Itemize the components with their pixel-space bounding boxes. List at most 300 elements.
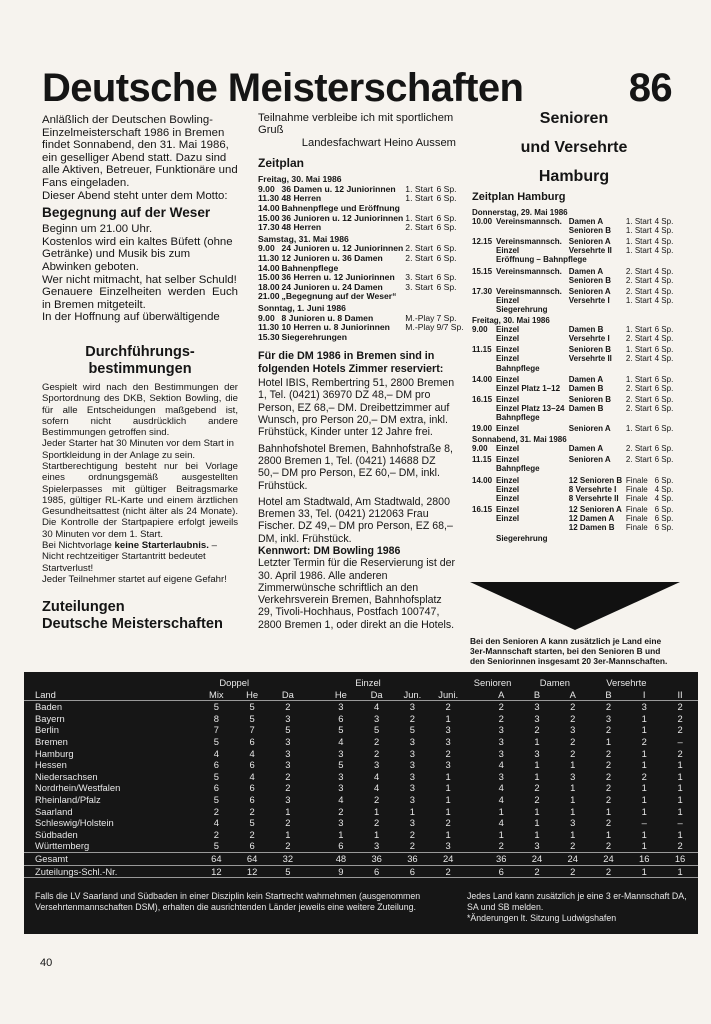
hamburg-event: Einzel xyxy=(496,424,520,434)
hamburg-start xyxy=(626,464,655,473)
table-cell: 5 xyxy=(249,701,255,713)
table-cell: 2 xyxy=(395,840,431,852)
table-cell: 5 xyxy=(198,840,234,852)
table-cell: 3 xyxy=(641,701,647,713)
hamburg-day-label: Donnerstag, 29. Mai 1986 xyxy=(472,208,568,217)
column-spacer xyxy=(306,701,323,713)
table-cell: 2 xyxy=(591,840,627,852)
hamburg-time xyxy=(472,226,496,235)
hamburg-class: Damen A xyxy=(568,217,604,227)
table-cell: 3 xyxy=(570,724,576,736)
table-cell: 4 xyxy=(498,782,504,794)
hamburg-class: Senioren A xyxy=(568,455,611,465)
hamburg-start xyxy=(626,305,655,314)
table-cell: 2 xyxy=(641,735,647,747)
schedule-event: 10 Herren u. 8 Juniorinnen xyxy=(281,322,390,333)
schedule-start: 2. Start xyxy=(405,252,433,263)
hamburg-games xyxy=(655,364,676,373)
schedule-day-label: Sonntag, 1. Juni 1986 xyxy=(258,302,346,313)
kennwort: Kennwort: DM Bowling 1986 xyxy=(258,544,401,557)
table-footnote-right xyxy=(467,891,687,923)
group-einzel: Einzel xyxy=(355,677,381,688)
group-doppel: Doppel xyxy=(219,677,250,688)
table-cell: 1 xyxy=(338,828,344,840)
table-cell: 1 xyxy=(570,828,576,840)
table-cell: 5 xyxy=(249,817,255,829)
column-spacer xyxy=(306,865,323,878)
table-cell: 1 xyxy=(570,759,576,771)
hamburg-event: Einzel xyxy=(496,444,520,454)
column-header: He xyxy=(234,689,270,701)
intro-line-2: Kostenlos wird ein kaltes Büfett (ohne Getränke) und Musik bis zum Abwinken geboten. xyxy=(42,235,233,273)
hamburg-schedule-row xyxy=(472,413,676,422)
schedule-time: 17.30 xyxy=(258,222,280,233)
hamburg-class: Senioren B xyxy=(568,394,611,404)
schedule-start: M.-Play xyxy=(405,322,435,333)
senioren-heading: Senioren xyxy=(539,110,609,127)
table-cell: 1 xyxy=(534,735,540,747)
column-spacer xyxy=(306,852,323,865)
hamburg-class: Versehrte II xyxy=(568,354,612,364)
hamburg-games xyxy=(655,413,676,422)
hamburg-start xyxy=(626,255,655,264)
table-cell: 2 xyxy=(409,712,416,724)
schedule-start: M.-Play xyxy=(405,312,435,323)
schedule-event: 36 Damen u. 12 Juniorinnen xyxy=(281,183,396,194)
table-cell: 2 xyxy=(498,701,504,713)
hamburg-time xyxy=(472,413,496,422)
table-cell: 1 xyxy=(445,828,451,840)
table-cell: 6 xyxy=(323,840,359,852)
hamburg-time: 14.00 xyxy=(472,475,493,485)
hamburg-time xyxy=(472,404,496,413)
table-cell: 1 xyxy=(498,805,504,817)
table-cell: 1 xyxy=(409,805,416,817)
table-cell: 5 xyxy=(285,724,291,736)
schedule-row xyxy=(258,333,466,343)
hamburg-time: 17.30 xyxy=(472,286,493,296)
hamburg-time xyxy=(472,523,496,532)
schedule-games: 6 Sp. xyxy=(436,252,457,263)
schedule-start xyxy=(405,292,436,302)
hamburg-time xyxy=(472,464,496,473)
column-header: A xyxy=(555,689,591,701)
table-cell: 5 xyxy=(270,865,306,878)
column-spacer xyxy=(466,865,483,878)
hamburg-games: 6 Sp. xyxy=(654,523,674,532)
hamburg-heading: Hamburg xyxy=(538,168,610,185)
hamburg-event: Vereinsmannsch. xyxy=(496,217,562,227)
hamburg-start: Finale xyxy=(625,493,648,503)
table-cell: 12 xyxy=(234,865,270,878)
table-cell: 2 xyxy=(409,828,416,840)
column-spacer xyxy=(466,701,483,713)
hamburg-time xyxy=(472,305,496,314)
hamburg-schedule-row xyxy=(472,444,676,453)
schedule-start xyxy=(405,333,436,343)
table-cell: 3 xyxy=(409,701,416,713)
table-cell: 6 xyxy=(234,840,270,852)
table-cell: 3 xyxy=(498,770,504,782)
table-cell: 1 xyxy=(534,817,540,829)
schedule-games: 6 Sp. xyxy=(436,243,457,254)
table-cell: 3 xyxy=(338,770,344,782)
hamburg-class: 12 Damen B xyxy=(568,523,615,532)
table-cell: 2 xyxy=(338,805,344,817)
table-cell: 1 xyxy=(445,805,451,817)
table-cell: 2 xyxy=(213,805,219,817)
table-row xyxy=(24,724,698,736)
schedule-games: 6 Sp. xyxy=(436,222,457,233)
table-cell: 6 xyxy=(249,793,255,805)
schedule-time: 14.00 xyxy=(258,203,280,213)
table-cell: 1 xyxy=(605,735,612,747)
schedule-start: 2. Start xyxy=(405,222,433,233)
land-name: Südbaden xyxy=(35,828,78,840)
zeitplan-hamburg-heading: Zeitplan Hamburg xyxy=(472,191,566,203)
table-cell: 1 xyxy=(641,782,647,794)
zeitplan-heading: Zeitplan xyxy=(258,156,305,171)
table-cell: 1 xyxy=(445,712,451,724)
table-cell: 6 xyxy=(249,735,255,747)
table-cell: 4 xyxy=(338,793,344,805)
intro-line-5: In der Hoffnung auf überwältigende xyxy=(42,311,220,324)
hamburg-event: Einzel xyxy=(496,325,520,335)
table-row xyxy=(24,771,698,783)
table-row-schluessel xyxy=(24,865,698,878)
hamburg-schedule-row xyxy=(472,354,676,363)
table-cell: 3 xyxy=(498,724,504,736)
table-cell: 36 xyxy=(483,852,519,865)
table-cell: 1 xyxy=(374,828,380,840)
hamburg-event: Bahnpflege xyxy=(496,363,540,373)
table-cell: 2 xyxy=(677,747,683,759)
table-cell: 1 xyxy=(641,805,647,817)
table-cell: 2 xyxy=(605,817,612,829)
column-spacer xyxy=(466,852,483,865)
table-cell: 2 xyxy=(605,747,612,759)
hamburg-games: 4 Sp. xyxy=(654,275,674,285)
group-senioren: Senioren xyxy=(473,677,512,688)
hamburg-schedule-row xyxy=(472,384,676,393)
hamburg-event: Einzel xyxy=(496,493,520,503)
hamburg-schedule-day xyxy=(472,314,676,325)
table-cell: 3 xyxy=(338,817,344,829)
motto-heading: Begegnung auf der Weser xyxy=(42,205,211,221)
hamburg-event: Einzel xyxy=(496,484,520,494)
hamburg-schedule-row xyxy=(472,226,676,235)
table-footnote-left: Falls die LV Saarland und Südbaden in einer Disziplin kein Startrecht wahrnehmen (ausgenommen Versehrtenmannschaften DSM), erhalten die ausrichtenden Länder jeweils eine weitere Zuteilung. xyxy=(35,891,421,912)
table-cell: 6 xyxy=(395,865,431,878)
middle-column xyxy=(258,112,464,631)
table-cell: 3 xyxy=(409,782,416,794)
hotels-heading: Für die DM 1986 in Bremen sind in folgenden Hotels Zimmer reserviert: xyxy=(258,350,444,375)
hamburg-class: 12 Damen A xyxy=(568,513,615,523)
table-cell: 2 xyxy=(285,817,291,829)
group-damen: Damen xyxy=(539,677,570,688)
column-spacer xyxy=(466,829,483,841)
column-spacer xyxy=(466,748,483,760)
hamburg-start: 1. Start xyxy=(625,325,652,335)
hamburg-event: Einzel xyxy=(496,354,520,364)
table-cell: 1 xyxy=(677,805,683,817)
hamburg-games: 6 Sp. xyxy=(654,325,674,335)
hamburg-games: 4 Sp. xyxy=(654,295,674,305)
durchfuehrung-p1: Gespielt wird nach den Bestimmungen der Sportordnung des DKB, Sektion Bowling, die für alle Entscheidungen maßgebend ist, sofern nicht ausdrücklich andere Bestimmungen getroffen sind. xyxy=(42,381,238,439)
table-row-gesamt xyxy=(24,852,698,865)
intro-line-1: Beginn um 21.00 Uhr. xyxy=(42,223,153,236)
schedule-event: 36 Herren u. 12 Juniorinnen xyxy=(281,272,395,283)
column-header: Da xyxy=(270,689,306,701)
column-spacer xyxy=(466,782,483,794)
table-cell: 3 xyxy=(605,712,612,724)
table-cell: 6 xyxy=(359,865,395,878)
hamburg-schedule-row xyxy=(472,373,676,384)
table-cell: 2 xyxy=(570,747,576,759)
hamburg-event xyxy=(496,226,569,235)
hamburg-class: 12 Senioren A xyxy=(568,504,622,514)
table-cell: 1 xyxy=(285,828,291,840)
hamburg-time: 10.00 xyxy=(472,217,493,227)
column-spacer xyxy=(306,748,323,760)
hamburg-games: 6 Sp. xyxy=(654,513,674,523)
column-spacer xyxy=(466,736,483,748)
table-cell: 2 xyxy=(213,828,219,840)
table-row xyxy=(24,817,698,829)
hamburg-time xyxy=(472,276,496,285)
table-cell: 3 xyxy=(285,747,291,759)
hamburg-day-label: Freitag, 30. Mai 1986 xyxy=(472,316,550,326)
table-cell: 2 xyxy=(677,712,683,724)
column-spacer xyxy=(466,840,483,852)
hamburg-schedule-day xyxy=(472,206,676,217)
hamburg-event: Einzel Platz 1–12 xyxy=(496,383,561,393)
left-column xyxy=(42,114,238,634)
table-cell: 5 xyxy=(409,724,416,736)
hamburg-schedule-row xyxy=(472,334,676,343)
column-spacer xyxy=(306,794,323,806)
hamburg-event: Einzel xyxy=(496,246,520,256)
hamburg-class: Damen B xyxy=(568,383,604,393)
table-cell: 5 xyxy=(213,770,219,782)
table-cell: 3 xyxy=(409,747,416,759)
durchfuehrung-body xyxy=(42,382,238,585)
hamburg-time: 12.15 xyxy=(472,237,493,247)
table-row xyxy=(24,806,698,818)
table-cell: 1 xyxy=(677,782,683,794)
table-cell: 1 xyxy=(285,805,291,817)
hamburg-time xyxy=(472,364,496,373)
schedule-row xyxy=(258,292,466,302)
table-cell: 3 xyxy=(498,735,504,747)
column-spacer xyxy=(466,771,483,783)
hamburg-class: Versehrte I xyxy=(568,295,610,305)
table-cell: 4 xyxy=(498,817,504,829)
schedule-event: 24 Junioren u. 24 Damen xyxy=(281,281,383,292)
table-cell: 6 xyxy=(213,782,219,794)
hamburg-schedule-row xyxy=(472,404,676,413)
hamburg-start: Finale xyxy=(625,504,648,514)
schedule-games: 6 Sp. xyxy=(436,183,457,194)
hamburg-time: 19.00 xyxy=(472,424,493,434)
column-header: Mix xyxy=(198,689,234,701)
table-cell: 2 xyxy=(445,701,451,713)
table-cell: 1 xyxy=(445,793,451,805)
hamburg-event: Siegerehrung xyxy=(496,304,548,314)
table-row xyxy=(24,840,698,852)
table-cell: 2 xyxy=(249,828,255,840)
table-cell: 2 xyxy=(249,805,255,817)
table-row xyxy=(24,829,698,841)
hamburg-games xyxy=(655,305,676,314)
hamburg-schedule-row xyxy=(472,343,676,354)
senioren-note: Bei den Senioren A kann zusätzlich je Land eine 3er-Mannschaft starten, bei den Senioren B und den Seniorinnen insgesamt 20 3er-Mannschaften. xyxy=(470,636,668,666)
durchfuehrung-p5: Jeder Teilnehmer startet auf eigene Gefahr! xyxy=(42,573,227,585)
table-cell: 1 xyxy=(641,793,647,805)
table-cell: 3 xyxy=(430,840,466,852)
table-cell: – xyxy=(677,735,683,747)
hamburg-games: 6 Sp. xyxy=(654,345,674,355)
hamburg-games: 4 Sp. xyxy=(654,237,674,247)
table-cell: 36 xyxy=(359,852,395,865)
land-name: Zuteilungs-Schl.-Nr. xyxy=(24,865,198,878)
schedule-row xyxy=(258,223,466,233)
table-cell: 3 xyxy=(445,735,451,747)
table-cell: 2 xyxy=(555,865,591,878)
hamburg-time xyxy=(472,296,496,305)
table-cell: 24 xyxy=(591,852,627,865)
hamburg-start: 1. Start xyxy=(625,345,652,355)
table-cell: 48 xyxy=(323,852,359,865)
hamburg-start: Finale xyxy=(625,523,648,532)
hamburg-event: Siegerehrung xyxy=(496,534,548,544)
table-cell: 2 xyxy=(605,724,612,736)
table-cell: 6 xyxy=(249,782,255,794)
table-cell: 1 xyxy=(534,770,540,782)
table-cell: 2 xyxy=(374,735,380,747)
hamburg-event: Einzel xyxy=(496,334,520,344)
hamburg-schedule-row xyxy=(472,364,676,373)
hamburg-class: Senioren B xyxy=(568,345,611,355)
hamburg-event: Einzel xyxy=(496,295,520,305)
schedule-games: 6 Sp. xyxy=(436,272,457,283)
table-cell: 1 xyxy=(534,828,540,840)
hamburg-schedule-row xyxy=(472,494,676,503)
column-spacer xyxy=(466,759,483,771)
hamburg-schedule-row xyxy=(472,514,676,523)
hamburg-class: 8 Versehrte II xyxy=(568,493,619,503)
table-cell: 2 xyxy=(605,701,612,713)
hamburg-start: 2. Start xyxy=(625,266,652,276)
hamburg-games: 6 Sp. xyxy=(654,394,674,404)
hamburg-event: Einzel xyxy=(496,513,520,523)
land-name: Gesamt xyxy=(24,852,198,865)
table-cell: 1 xyxy=(677,793,683,805)
table-row xyxy=(24,713,698,725)
schedule-start: 1. Start xyxy=(405,183,433,194)
table-cell: 9 xyxy=(323,865,359,878)
table-cell: 64 xyxy=(234,852,270,865)
schedule-time: 9.00 xyxy=(258,183,275,194)
table-cell: 3 xyxy=(409,770,416,782)
table-cell: 2 xyxy=(570,735,576,747)
table-cell: 64 xyxy=(198,852,234,865)
hamburg-start xyxy=(626,364,655,373)
hamburg-start: 1. Start xyxy=(625,217,652,227)
table-cell: 5 xyxy=(213,701,219,713)
allocation-table-panel xyxy=(24,672,698,934)
schedule-event: 36 Junioren u. 12 Juniorinnen xyxy=(281,212,404,223)
table-cell: 3 xyxy=(498,747,504,759)
schedule-time: 15.00 xyxy=(258,272,280,283)
signature: Landesfachwart Heino Aussem xyxy=(301,136,456,149)
hamburg-start: 1. Start xyxy=(625,226,652,236)
schedule-start: 3. Start xyxy=(405,272,433,283)
table-cell: 3 xyxy=(409,817,416,829)
schedule-games: 9/7 Sp. xyxy=(436,322,464,333)
hamburg-games xyxy=(655,255,676,264)
schedule-event: 8 Junioren u. 8 Damen xyxy=(281,312,374,323)
hamburg-schedule-row xyxy=(472,276,676,285)
table-cell: 2 xyxy=(374,747,380,759)
table-cell: 6 xyxy=(338,712,344,724)
hamburg-time xyxy=(472,485,496,494)
table-cell: 4 xyxy=(374,782,380,794)
hamburg-games: 6 Sp. xyxy=(654,383,674,393)
column-header-row xyxy=(24,689,698,701)
column-spacer xyxy=(306,817,323,829)
table-cell: 12 xyxy=(198,865,234,878)
table-footnote-right-1: Jedes Land kann zusätzlich je eine 3 er-Mannschaft DA, SA und SB melden. xyxy=(467,891,687,912)
table-row xyxy=(24,782,698,794)
table-cell: 3 xyxy=(570,770,576,782)
hamburg-class: Damen A xyxy=(568,374,604,384)
column-header: B xyxy=(519,689,555,701)
hamburg-event: Einzel xyxy=(496,394,520,404)
table-footnote-right-2: *Änderungen lt. Sitzung Ludwigshafen xyxy=(467,912,617,923)
land-name: Württemberg xyxy=(24,840,198,852)
table-cell: 2 xyxy=(285,770,291,782)
hamburg-time: 14.00 xyxy=(472,374,493,384)
hamburg-time xyxy=(472,514,496,523)
table-cell: 1 xyxy=(605,828,612,840)
table-cell: 1 xyxy=(641,759,647,771)
land-name: Baden xyxy=(35,701,63,713)
table-cell: 5 xyxy=(249,712,255,724)
column-spacer xyxy=(306,689,323,701)
motto-line: Dieser Abend steht unter dem Motto: xyxy=(42,189,228,202)
hamburg-start xyxy=(626,532,655,543)
schedule-event: 48 Herren xyxy=(281,193,322,204)
column-land: Land xyxy=(24,689,198,701)
closing-text: Letzter Termin für die Reservierung ist der 30. April 1986. Alle anderen Zimmerwünsche schriftlich an den Verkehrsverein Bremen, Bahnhofsplatz 29, Tivoli-Hochhaus, Postfach 100747, 2800 Bremen 1, oder direkt an die Hotels. xyxy=(258,557,456,631)
column-header: II xyxy=(662,689,698,701)
table-row xyxy=(24,748,698,760)
hamburg-start: Finale xyxy=(625,475,648,485)
hamburg-class: Versehrte II xyxy=(568,246,612,256)
table-cell: 2 xyxy=(534,793,540,805)
schedule-time: 11.30 xyxy=(258,193,280,204)
table-cell: 2 xyxy=(483,840,519,852)
hamburg-schedule-day xyxy=(472,433,676,444)
hamburg-games: 4 Sp. xyxy=(654,246,674,256)
hamburg-time: 16.15 xyxy=(472,394,493,404)
schedule-time: 14.00 xyxy=(258,262,280,273)
hamburg-schedule-row xyxy=(472,485,676,494)
hamburg-event: Vereinsmannsch. xyxy=(496,266,562,276)
schedule-time: 9.00 xyxy=(258,312,275,323)
schedule-time: 11.30 xyxy=(258,252,280,263)
